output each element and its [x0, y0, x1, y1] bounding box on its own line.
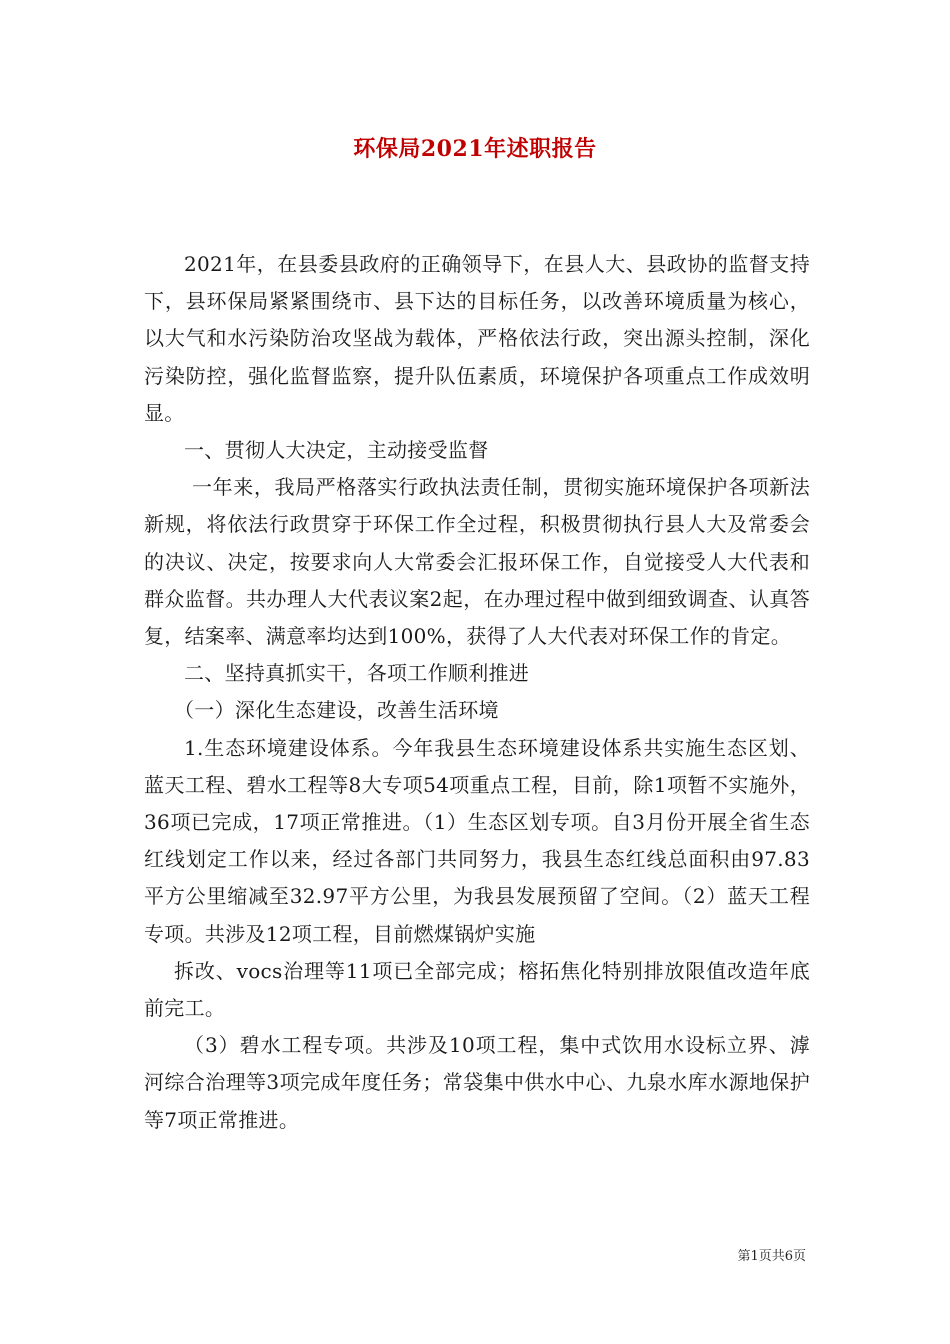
document-body [144, 246, 810, 1139]
paragraph-intro: 2021年，在县委县政府的正确领导下，在县人大、县政协的监督支持下，县环保局紧紧围绕市、县下达的目标任务，以改善环境质量为核心，以大气和水污染防治攻坚战为载体，严格依法行政，突出源头控制，深化污染防控，强化监督监察，提升队伍素质，环境保护各项重点工作成效明显。 [144, 252, 810, 425]
paragraph-clear-water: （3）碧水工程专项。共涉及10项工程，集中式饮用水设标立界、滹河综合治理等3项完成年度任务；常袋集中供水中心、九泉水库水源地保护等7项正常推进。 [144, 1033, 810, 1132]
document-title: 环保局2021年述职报告 [353, 136, 597, 162]
subsection-heading-1: （一）深化生态建设，改善生活环境 [174, 698, 499, 723]
paragraph-blue-sky: 拆改、vocs治理等11项已全部完成；榕拓焦化特别排放限值改造年底前完工。 [144, 958, 810, 1021]
page-number: 第1页共6页 [737, 1249, 806, 1264]
section-heading-1: 一、贯彻人大决定，主动接受监督 [184, 438, 489, 463]
paragraph-ecology: 1.生态环境建设体系。今年我县生态环境建设体系共实施生态区划、蓝天工程、碧水工程等8大专项54项重点工程，目前，除1项暂不实施外，36项已完成，17项正常推进。（1）生态区划专项。自3月份开展全省生态红线划定工作以来，经过各部门共同努力，我县生态红线总面积由97.83平方公里缩减至32.97平方公里，为我县发展预留了空间。（2）蓝天工程专项。共涉及12项工程，目前燃煤锅炉实施 [144, 735, 810, 946]
paragraph-section-1: 一年来，我局严格落实行政执法责任制，贯彻实施环境保护各项新法新规，将依法行政贯穿于环保工作全过程，积极贯彻执行县人大及常委会的决议、决定，按要求向人大常委会汇报环保工作，自觉接受人大代表和群众监督。共办理人大代表议案2起，在办理过程中做到细致调查、认真答复，结案率、满意率均达到100%，获得了人大代表对环保工作的肯定。 [144, 475, 810, 649]
section-heading-2: 二、坚持真抓实干，各项工作顺利推进 [184, 661, 530, 686]
